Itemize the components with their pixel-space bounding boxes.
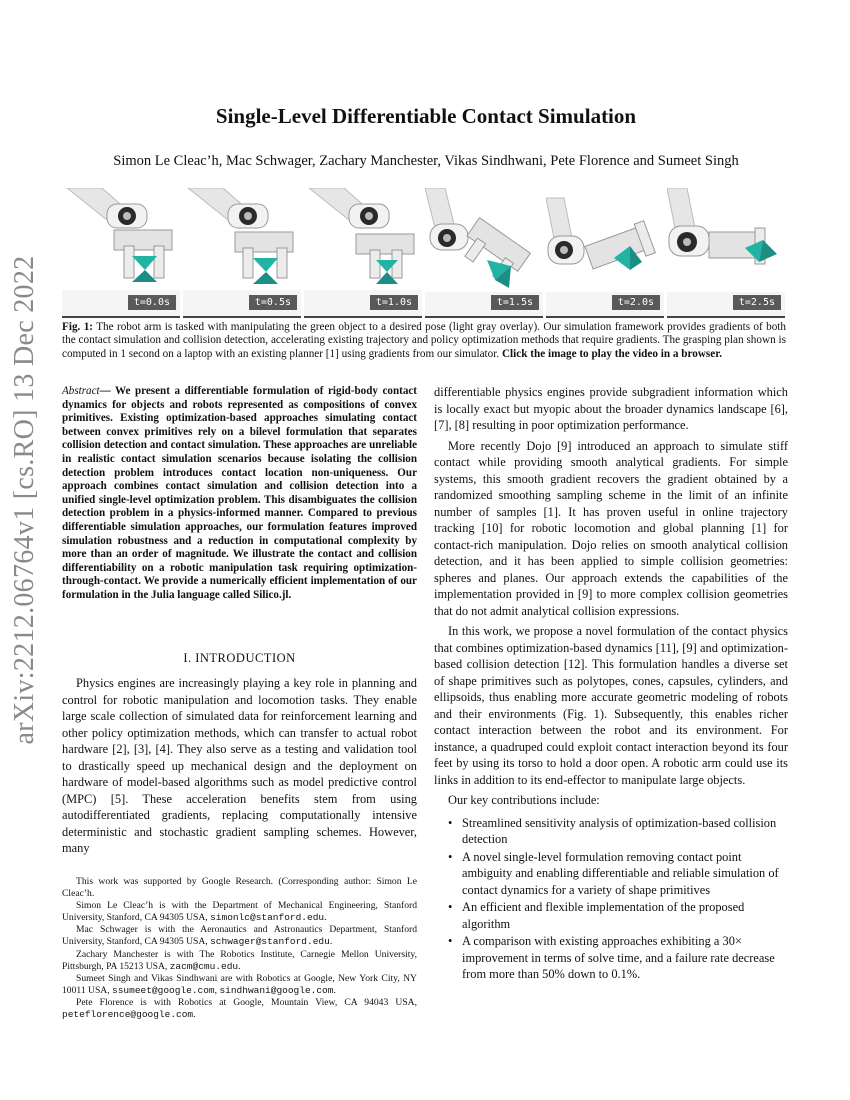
abstract	[62, 385, 417, 603]
email-link[interactable]: sindhwani@google.com	[219, 984, 334, 996]
footnote-author: Sumeet Singh and Vikas Sindhwani are with Robotics at Google, New York City, NY 10011 USA, ssumeet@google.com, sindhwani@google.com.	[62, 972, 417, 996]
figure-frame-1[interactable]	[62, 188, 180, 318]
caption-text: The robot arm is tasked with manipulating the green object to a desired pose (light gray overlay). Our simulation framework provides gradients of both the contact simulation and collision detection, accelerating existing trajectory and policy optimization methods that require gradients. The grasping plan shown is computed in 1 second on a laptop with an existing planner [1] using gradients from our simulator.	[62, 321, 786, 360]
frame-time-label: t=0.5s	[249, 295, 297, 310]
paragraph: More recently Dojo [9] introduced an approach to simulate stiff contact while providing smooth analytical gradients. For simple systems, this smooth gradient recovers the gradient obtained by a randomized smoothing sampling scheme in the limit of an infinite number of samples [1]. It has proven useful in online trajectory tracking [10] for robotic locomotion and global planning [1] for contact-rich manipulation. Dojo relies on smooth analytical collision detection, and it has been applied to simple collision geometries: spheres and planes. Our approach extends the capabilities of the implementation provided in [9] to more complex collision geometries that do not admit analytical collision expressions.	[434, 438, 788, 618]
caption-video-link[interactable]: Click the image to play the video in a browser.	[501, 347, 722, 360]
list-item: • A novel single-level formulation removing contact point ambiguity and enabling differentiable and reliable simulation of contact dynamics for a variety of shape primitives	[448, 849, 779, 897]
contributions-list	[434, 815, 788, 983]
paper-title: Single-Level Differentiable Contact Simulation	[215, 104, 637, 128]
bullet-icon: •	[448, 815, 453, 830]
figure-frame-4[interactable]	[425, 188, 543, 318]
list-item: • Streamlined sensitivity analysis of optimization-based collision detection	[448, 815, 777, 846]
introduction-text	[62, 675, 417, 857]
paragraph: Physics engines are increasingly playing a key role in planning and control for robotic manipulation and locomotion tasks. They enable large scale collection of simulated data for reinforcement learning and other policy optimization methods, which can transfer to actual robot hardware [2], [3], [4]. They also serve as a testing and validation tool to drastically speed up mechanical design and the deployment on hardware of model-based algorithms such as model predictive control (MPC) [5]. These acceleration benefits stem from using autodifferentiated gradients, replacing computationally intensive deterministic and stochastic gradient sampling schemes. However, many	[62, 676, 417, 855]
figure-1-image-strip[interactable]	[62, 188, 786, 316]
abstract-text: — We present a differentiable formulation of rigid-body contact dynamics for objects and robots represented as compositions of convex primitives. Existing optimization-based approaches simulating contact between convex primitives rely on a bilevel formulation that separates collision detection and contact simulation. These approaches are unreliable in realistic contact simulation scenarios because isolating the collision detection problem introduces contact location non-uniqueness. Our approach combines contact simulation and collision detection into a unified single-level optimization problem. This disambiguates the collision detection problem in a physics-informed manner. Compared to previous differentiable simulation approaches, our formulation features improved simulation robustness and a reduction in computational complexity by more than an order of magnitude. We illustrate the contact and collision differentiability on a robotic manipulation task requiring optimization-through-contact. We provide a numerically efficient implementation of our formulation in the Julia language called Silico.jl.	[62, 385, 417, 601]
frame-time-label: t=0.0s	[128, 295, 176, 310]
figure-frame-6[interactable]	[667, 188, 785, 318]
figure-frame-5[interactable]	[546, 188, 664, 318]
footnote-author: Zachary Manchester is with The Robotics Institute, Carnegie Mellon University, Pittsburgh, PA 15213 USA, zacm@cmu.edu.	[62, 948, 417, 972]
footnote-author: Simon Le Cleac’h is with the Department of Mechanical Engineering, Stanford University, Stanford, CA 94305 USA, simonlc@stanford.edu.	[62, 900, 417, 924]
bullet-icon: •	[448, 900, 453, 914]
abstract-label: Abstract	[62, 385, 100, 397]
paragraph: In this work, we propose a novel formulation of the contact physics that combines optimization-based dynamics [11], [9] and optimization-based collision detection [12]. This formulation handles a diverse set of shape primitives such as polytopes, cones, capsules, cylinders, and ellipsoids, thus enabling more accurate geometric modeling of robots and their environments (Fig. 1). Subsequently, this enables richer contact interaction between the robot and its environment. For instance, a quadruped could exploit contact interaction beyond its four feet by using its torso to hold a door open. A robotic arm could use its links in addition to its end-effector to manipulate large objects.	[434, 624, 788, 787]
frame-time-label: t=2.0s	[612, 295, 660, 310]
list-item: • An efficient and flexible implementation of the proposed algorithm	[448, 900, 745, 931]
bullet-icon: •	[448, 934, 453, 948]
bullet-icon: •	[448, 849, 453, 864]
paragraph: Our key contributions include:	[448, 793, 600, 807]
email-link[interactable]: schwager@stanford.edu	[210, 936, 330, 948]
email-link[interactable]: zacm@cmu.edu	[169, 960, 239, 972]
footnote-author: Mac Schwager is with the Aeronautics and Astronautics Department, Stanford University, Stanford, CA 94305 USA, schwager@stanford.edu.	[62, 924, 417, 948]
paragraph: differentiable physics engines provide subgradient information which is locally exact but myopic about the broader dynamics landscape [6], [7], [8] resulting in poor optimization performance.	[434, 385, 788, 432]
frame-time-label: t=2.5s	[733, 295, 781, 310]
figure-caption	[62, 321, 786, 361]
footnotes	[62, 876, 417, 1021]
arxiv-sidebar	[2, 255, 48, 745]
frame-time-label: t=1.5s	[491, 295, 539, 310]
right-column	[434, 384, 788, 984]
figure-frame-3[interactable]	[304, 188, 422, 318]
arxiv-identifier: arXiv:2212.06764v1 [cs.RO] 13 Dec 2022	[9, 255, 40, 745]
paper-authors: Simon Le Cleac’h, Mac Schwager, Zachary Manchester, Vikas Sindhwani, Pete Florence and Sumeet Singh	[113, 153, 739, 169]
footnote-funding: This work was supported by Google Research. (Corresponding author: Simon Le Cleac’h.	[62, 876, 417, 900]
list-item: • A comparison with existing approaches exhibiting a 30× improvement in terms of solve time, and a failure rate decrease from more than 50% down to 0.1%.	[448, 934, 775, 981]
email-link[interactable]: ssumeet@google.com	[112, 984, 215, 996]
email-link[interactable]: peteflorence@google.com	[62, 1009, 194, 1021]
email-link[interactable]: simonlc@stanford.edu	[210, 912, 325, 924]
caption-label: Fig. 1:	[62, 321, 94, 333]
footnote-author: Pete Florence is with Robotics at Google, Mountain View, CA 94043 USA, peteflorence@google.com.	[62, 996, 417, 1021]
figure-frame-2[interactable]	[183, 188, 301, 318]
frame-time-label: t=1.0s	[370, 295, 418, 310]
section-heading-introduction: I. INTRODUCTION	[183, 651, 296, 665]
